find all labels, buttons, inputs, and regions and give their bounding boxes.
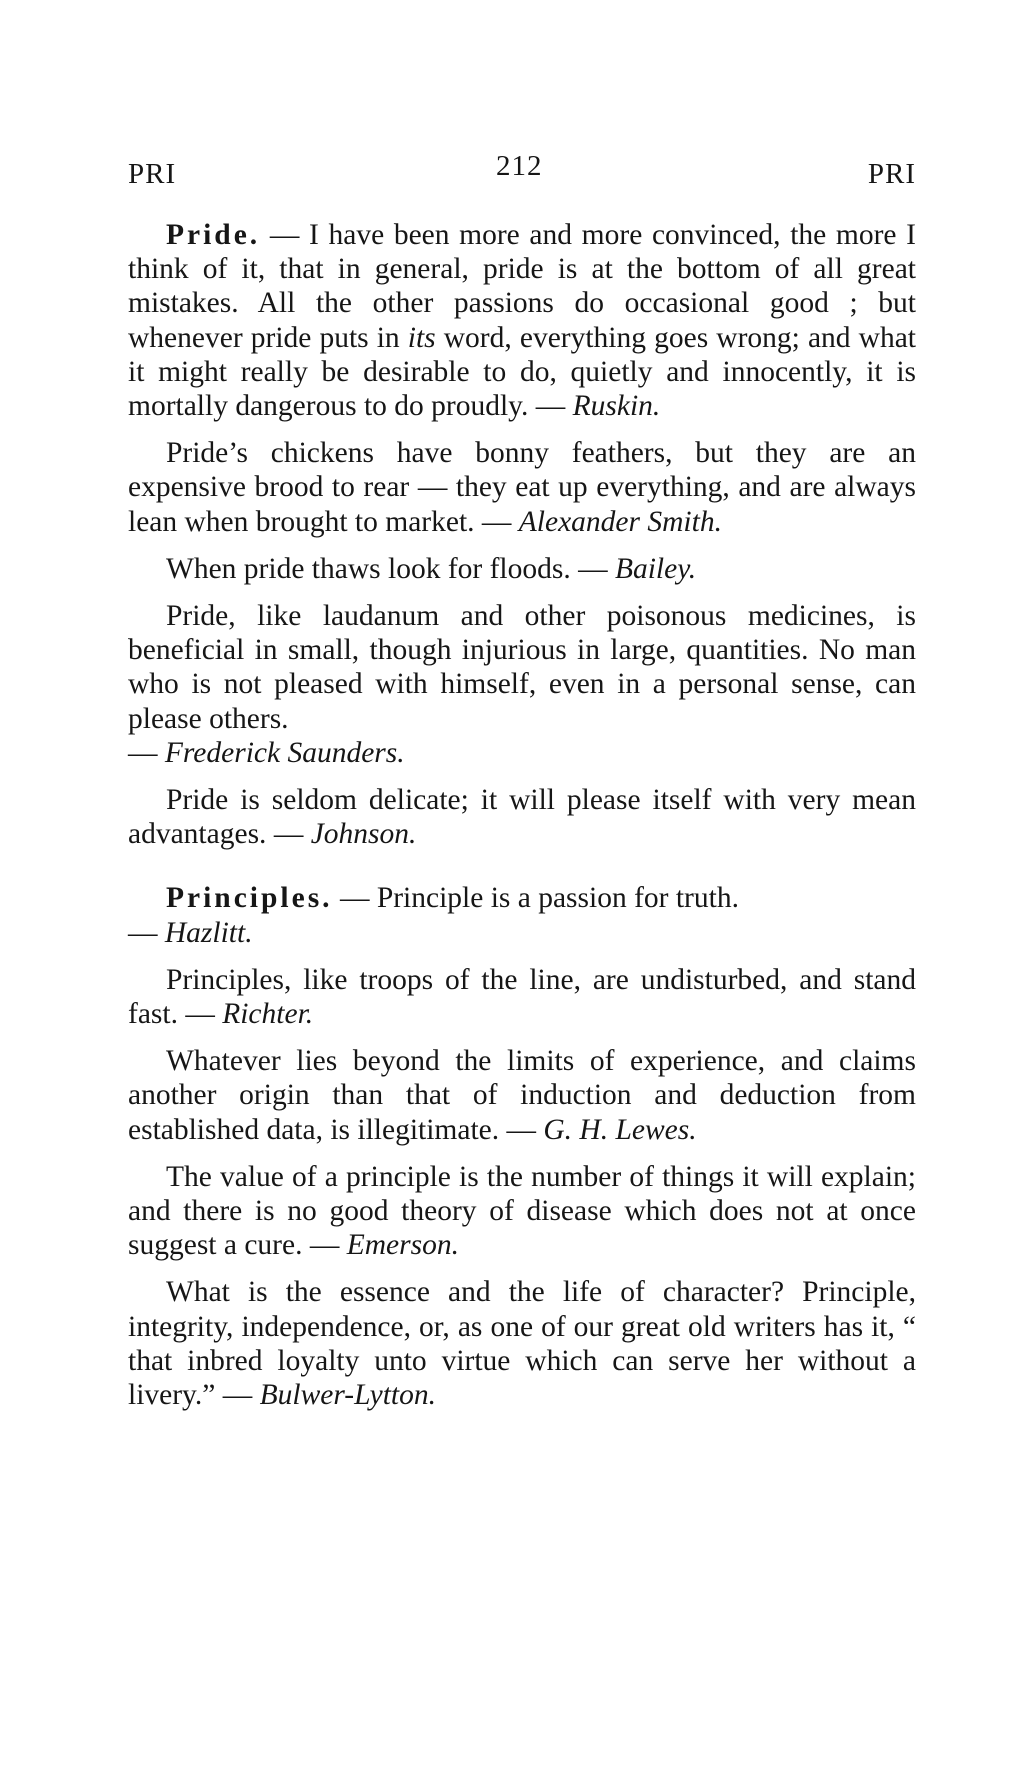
quote-entry-bulwer-lytton: What is the essence and the life of character? Principle, integrity, independence, or, as one of our great old writers has it, “ that inbred loyalty unto virtue which can serve her without a livery.” — Bulwer-Lytton. <box>128 1276 916 1412</box>
running-head <box>128 150 916 190</box>
quote-entry-emerson: The value of a principle is the number of things it will explain; and there is no good theory of disease which does not at once suggest a cure. — Emerson. <box>128 1160 916 1262</box>
quote-entry-bailey: When pride thaws look for floods. — Bailey. <box>166 552 697 585</box>
quote-entry-principles-hazlitt: Principles. — Principle is a passion for truth. — Hazlitt. <box>128 882 739 949</box>
quote-author: Ruskin. <box>572 390 661 423</box>
quote-entry-pride-ruskin: Pride. — I have been more and more convinced, the more I think of it, that in general, pride is at the bottom of all great mistakes. All the other passions do occasional good ; but whenever pride puts in its word, everything goes wrong; and what it might really be desirable to do, quietly and innocently, it is mortally dangerous to do proudly. — Ruskin. <box>128 219 916 423</box>
quote-author: Frederick Saunders. <box>164 736 405 769</box>
quote-author: Bailey. <box>614 552 697 585</box>
quote-entry-richter: Principles, like troops of the line, are undisturbed, and stand fast. — Richter. <box>128 963 916 1031</box>
running-head-left: PRI <box>128 158 177 190</box>
quote-text: I have been more and more convinced, the more I think of it, that in general, pride is at the bottom of all great mistakes. All the other passions do occasional good ; but whenever pride puts in <box>128 219 916 354</box>
quote-text: When pride thaws look for floods. <box>166 552 571 585</box>
quote-text: Principles, like troops of the line, are undisturbed, and stand fast. <box>128 963 916 1031</box>
quote-author: G. H. Lewes. <box>543 1113 697 1146</box>
quote-author: Richter. <box>222 998 314 1031</box>
quote-author: Bulwer-Lytton. <box>259 1379 436 1412</box>
topic-heading-pride: Pride. <box>166 219 261 251</box>
quote-author: Hazlitt. <box>164 916 253 949</box>
quote-text: Pride’s chickens have bonny feathers, but they are an expensive brood to rear — they eat up everything, and are always lean when brought to market. <box>128 437 916 538</box>
quote-author: Johnson. <box>310 818 417 851</box>
quote-text: Pride is seldom delicate; it will please itself with very mean advantages. <box>128 784 916 851</box>
quote-text: What is the essence and the life of character? Principle, integrity, independence, or, as one of our great old writers has it, “ that inbred loyalty unto virtue which can serve her without a livery.” <box>128 1276 916 1412</box>
quote-text: The value of a principle is the number of things it will explain; and there is no good theory of disease which does not at once suggest a cure. <box>128 1160 916 1262</box>
page-number: 212 <box>496 150 543 182</box>
quote-text: Whatever lies beyond the limits of experience, and claims another origin than that of induction and deduction from established data, is illegitimate. <box>128 1045 916 1146</box>
quote-entry-johnson: Pride is seldom delicate; it will please itself with very mean advantages. — Johnson. <box>128 784 916 851</box>
quote-text: Principle is a passion for truth. <box>376 882 739 915</box>
topic-heading-principles: Principles. <box>166 882 333 915</box>
quote-entry-g-h-lewes: Whatever lies beyond the limits of experience, and claims another origin than that of induction and deduction from established data, is illegitimate. — G. H. Lewes. <box>128 1045 916 1146</box>
quote-text: Pride, like laudanum and other poisonous medicines, is beneficial in small, though injurious in large, quantities. No man who is not pleased with himself, even in a personal sense, can please others. <box>128 600 916 735</box>
quote-author: Alexander Smith. <box>518 505 722 538</box>
quote-entry-frederick-saunders: Pride, like laudanum and other poisonous medicines, is beneficial in small, though injurious in large, quantities. No man who is not pleased with himself, even in a personal sense, can please others. — Frederick Saunders. <box>128 600 916 769</box>
running-head-right: PRI <box>867 158 916 190</box>
quote-text: word, everything goes wrong; and what it might really be desirable to do, quietly and innocently, it is mortally dangerous to do proudly. <box>128 321 916 423</box>
quote-author: Emerson. <box>346 1229 459 1262</box>
quotation-list <box>128 218 916 1425</box>
quote-entry-alexander-smith: Pride’s chickens have bonny feathers, but they are an expensive brood to rear — they eat up everything, and are always lean when brought to market. — Alexander Smith. <box>128 437 916 538</box>
quote-emphasis: its <box>407 321 436 354</box>
